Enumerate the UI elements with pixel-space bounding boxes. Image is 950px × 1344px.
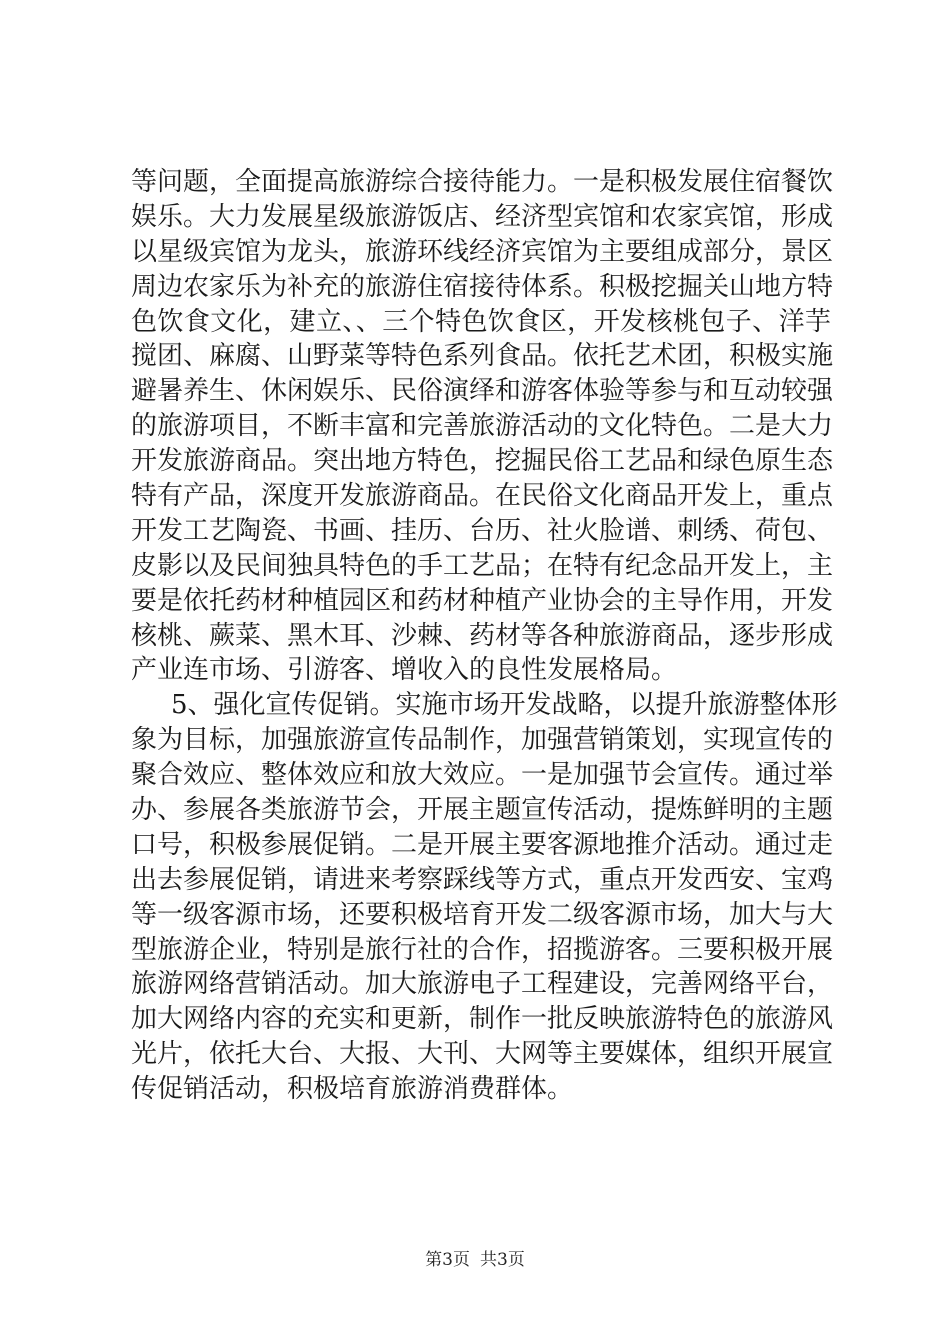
- paragraph-2: [131, 688, 838, 1107]
- text-line: 等一级客源市场，还要积极培育开发二级客源市场，加大与大: [131, 899, 834, 930]
- text-line: 核桃、蕨菜、黑木耳、沙棘、药材等各种旅游商品，逐步形成: [131, 620, 834, 651]
- paragraph-1: [131, 165, 834, 688]
- text-line: 出去参展促销，请进来考察踩线等方式，重点开发西安、宝鸡: [131, 864, 834, 895]
- page-number: 第3页: [425, 1250, 470, 1270]
- text-line: 象为目标，加强旅游宣传品制作，加强营销策划，实现宣传的: [131, 725, 834, 756]
- text-line: 聚合效应、整体效应和放大效应。一是加强节会宣传。通过举: [131, 760, 834, 791]
- page-total: 共3页: [480, 1250, 525, 1270]
- page-footer: [0, 1245, 950, 1270]
- text-line: 产业连市场、引游客、增收入的良性发展格局。: [131, 655, 678, 686]
- text-line: 避暑养生、休闲娱乐、民俗演绎和游客体验等参与和互动较强: [131, 376, 834, 407]
- text-line: 口号，积极参展促销。二是开展主要客源地推介活动。通过走: [131, 829, 834, 860]
- text-line: 等问题，全面提高旅游综合接待能力。一是积极发展住宿餐饮: [131, 167, 834, 197]
- text-line: 开发旅游商品。突出地方特色，挖掘民俗工艺品和绿色原生态: [131, 446, 834, 477]
- text-line: 旅游网络营销活动。加大旅游电子工程建设，完善网络平台，: [131, 969, 834, 1000]
- text-line: 开发工艺陶瓷、书画、挂历、台历、社火脸谱、刺绣、荷包、: [131, 515, 834, 546]
- text-line: 周边农家乐为补充的旅游住宿接待体系。积极挖掘关山地方特: [131, 271, 834, 302]
- text-line: 5、强化宣传促销。实施市场开发战略，以提升旅游整体形: [171, 690, 838, 721]
- text-line: 特有产品，深度开发旅游商品。在民俗文化商品开发上，重点: [131, 481, 834, 512]
- text-line: 传促销活动，积极培育旅游消费群体。: [131, 1074, 574, 1105]
- text-line: 以星级宾馆为龙头，旅游环线经济宾馆为主要组成部分，景区: [131, 236, 834, 267]
- text-line: 要是依托药材种植园区和药材种植产业协会的主导作用，开发: [131, 585, 834, 616]
- text-line: 光片，依托大台、大报、大刊、大网等主要媒体，组织开展宣: [131, 1039, 834, 1070]
- text-line: 加大网络内容的充实和更新，制作一批反映旅游特色的旅游风: [131, 1004, 834, 1035]
- text-line: 娱乐。大力发展星级旅游饭店、经济型宾馆和农家宾馆，形成: [131, 201, 834, 232]
- document-body: [131, 165, 838, 1107]
- text-line: 办、参展各类旅游节会，开展主题宣传活动，提炼鲜明的主题: [131, 795, 834, 826]
- text-line: 色饮食文化，建立、、三个特色饮食区，开发核桃包子、洋芋: [131, 306, 831, 337]
- text-line: 皮影以及民间独具特色的手工艺品；在特有纪念品开发上，主: [131, 550, 834, 581]
- text-line: 型旅游企业，特别是旅行社的合作，招揽游客。三要积极开展: [131, 934, 834, 965]
- text-line: 搅团、麻腐、山野菜等特色系列食品。依托艺术团，积极实施: [131, 341, 834, 372]
- text-line: 的旅游项目，不断丰富和完善旅游活动的文化特色。二是大力: [131, 411, 834, 442]
